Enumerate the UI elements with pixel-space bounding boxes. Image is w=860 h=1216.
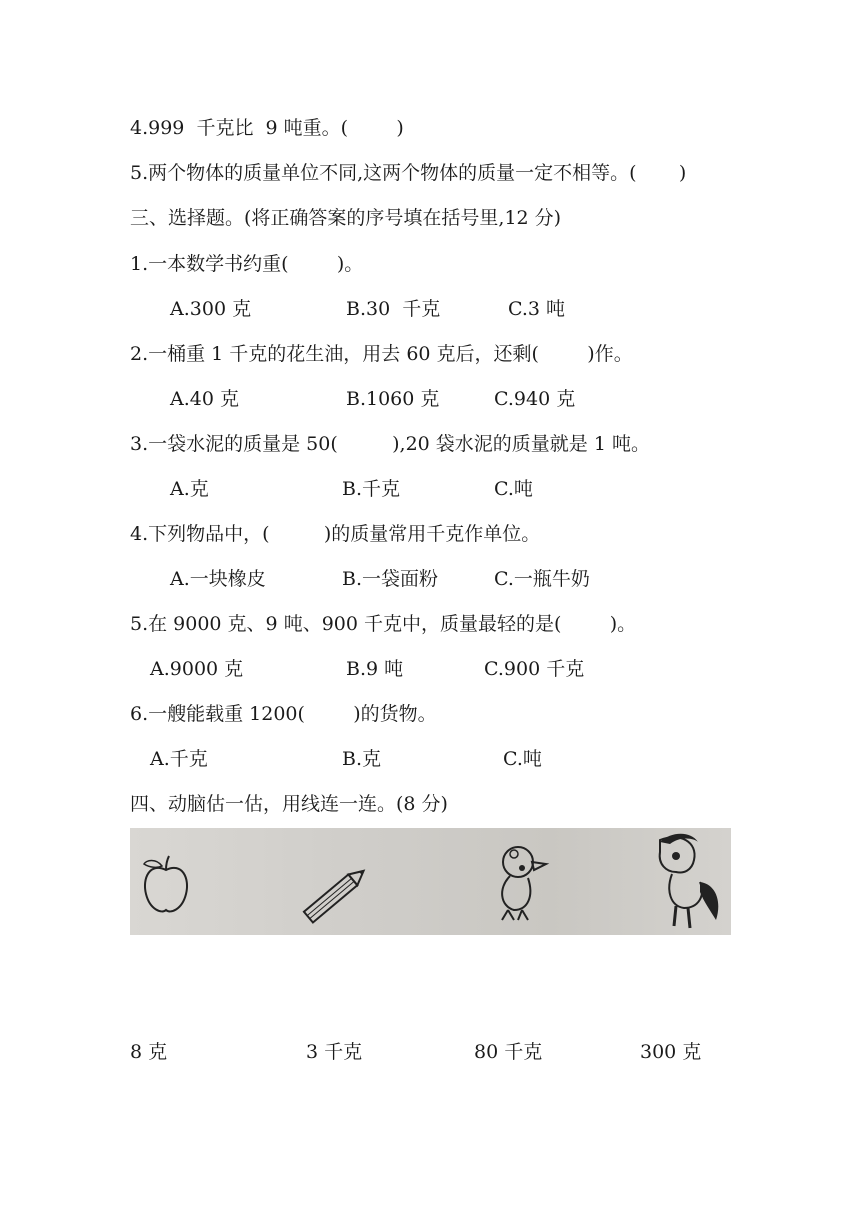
q2-option-a: A.40 克 — [170, 388, 239, 410]
weight-label-1: 8 克 — [130, 1041, 168, 1063]
weight-label-4: 300 克 — [640, 1041, 702, 1063]
q3-option-c: C.吨 — [494, 478, 533, 500]
q3-option-a: A.克 — [170, 478, 209, 500]
q6-option-b: B.克 — [342, 748, 382, 770]
matching-picture — [130, 828, 731, 935]
question-3-stem: 3.一袋水泥的质量是 50( ),20 袋水泥的质量就是 1 吨。 — [130, 433, 650, 455]
q1-option-c: C.3 吨 — [508, 298, 566, 320]
question-4-stem: 4.下列物品中，( )的质量常用千克作单位。 — [130, 523, 541, 545]
apple-icon — [140, 854, 192, 918]
pony-icon — [640, 830, 726, 932]
q2-option-c: C.940 克 — [494, 388, 576, 410]
q5-option-c: C.900 千克 — [484, 658, 585, 680]
q6-option-a: A.千克 — [150, 748, 208, 770]
weight-label-3: 80 千克 — [474, 1041, 543, 1063]
q4-option-c: C.一瓶牛奶 — [494, 568, 590, 590]
q1-option-b: B.30 千克 — [346, 298, 441, 320]
q5-option-b: B.9 吨 — [346, 658, 404, 680]
section-4-heading: 四、动脑估一估，用线连一连。(8 分) — [130, 793, 448, 815]
duck-icon — [490, 844, 556, 924]
q4-option-a: A.一块橡皮 — [170, 568, 266, 590]
question-2-stem: 2.一桶重 1 千克的花生油，用去 60 克后，还剩( )作。 — [130, 343, 633, 365]
q6-option-c: C.吨 — [503, 748, 542, 770]
q4-option-b: B.一袋面粉 — [342, 568, 439, 590]
q5-option-a: A.9000 克 — [150, 658, 244, 680]
q1-option-a: A.300 克 — [170, 298, 252, 320]
question-1-stem: 1.一本数学书约重( )。 — [130, 253, 364, 275]
judgement-item-4: 4.999 千克比 9 吨重。( ) — [130, 117, 404, 139]
judgement-item-5: 5.两个物体的质量单位不同,这两个物体的质量一定不相等。( ) — [130, 162, 687, 184]
question-6-stem: 6.一艘能载重 1200( )的货物。 — [130, 703, 437, 725]
q2-option-b: B.1060 克 — [346, 388, 440, 410]
q3-option-b: B.千克 — [342, 478, 401, 500]
weight-label-2: 3 千克 — [306, 1041, 363, 1063]
question-5-stem: 5.在 9000 克、9 吨、900 千克中，质量最轻的是( )。 — [130, 613, 637, 635]
pencil-icon — [296, 858, 376, 930]
section-3-heading: 三、选择题。(将正确答案的序号填在括号里,12 分) — [130, 207, 562, 229]
